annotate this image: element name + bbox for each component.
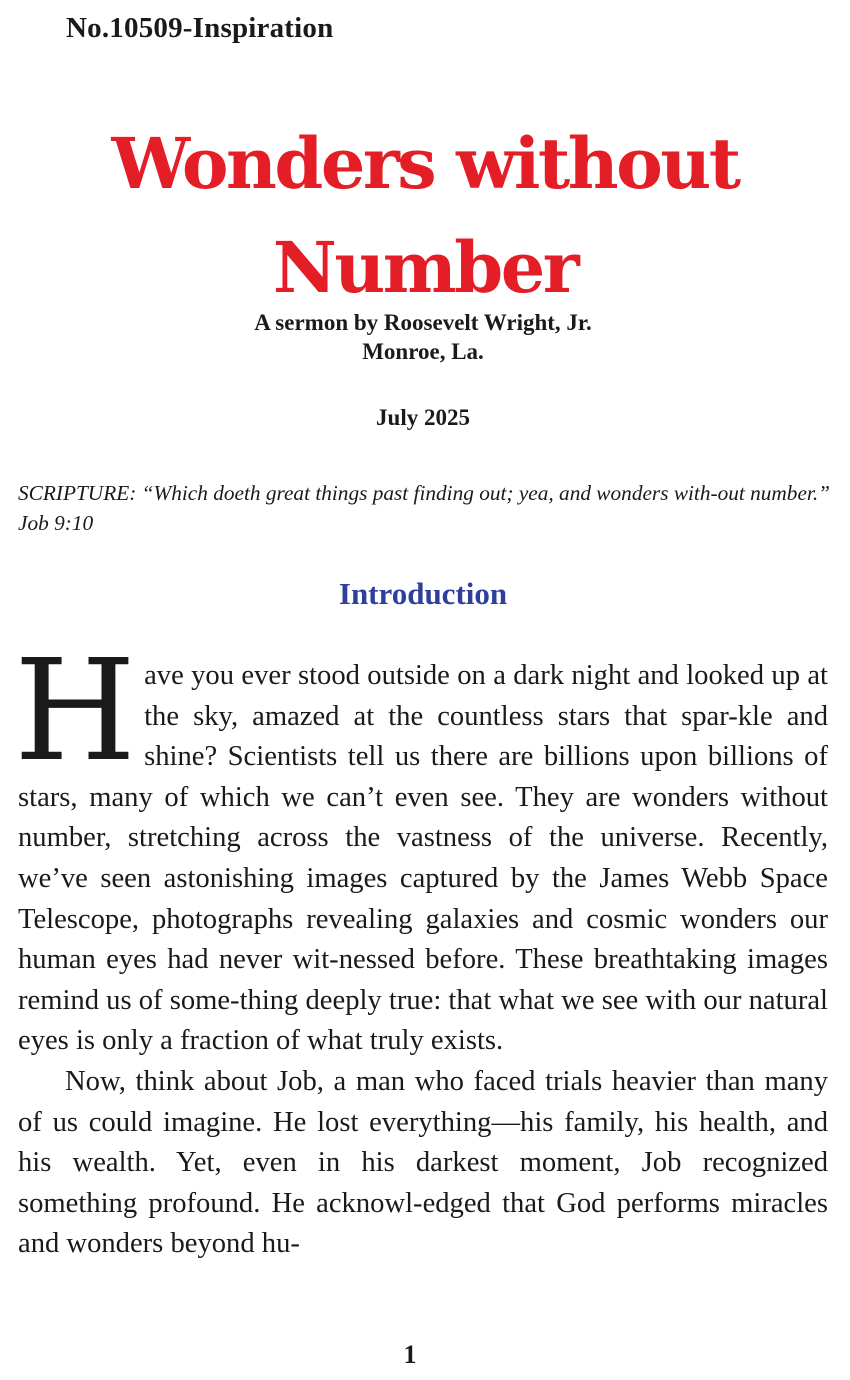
paragraph-1: [14, 630, 828, 1062]
sermon-title: [0, 112, 850, 320]
drop-cap: H: [14, 630, 137, 793]
section-heading: Introduction: [338, 576, 508, 611]
byline: [0, 308, 846, 366]
document-id: No.10509-Inspiration: [66, 12, 334, 44]
title-line-1: Wonders without: [111, 122, 739, 205]
title-line-2: Number: [272, 226, 578, 309]
author-line: A sermon by Roosevelt Wright, Jr.: [254, 310, 592, 335]
body-text: [14, 630, 828, 1265]
paragraph-1-text: ave you ever stood outside on a dark night and looked up at the sky, amazed at the countless stars that spar-kle and shine? Scientists tell us there are billions upon billions of stars, many of which we can’t even see. They are wonders without number, stretching across the vastness of the universe. Recently, we’ve seen astonishing images captured by the James Webb Space Telescope, photographs revealing galaxies and cosmic wonders our human eyes had never wit-nessed before. These breathtaking images remind us of some-thing deeply true: that what we see with our natural eyes is only a fraction of what truly exists.: [18, 660, 828, 1057]
location-line: Monroe, La.: [362, 339, 484, 364]
page-number: 1: [403, 1340, 417, 1369]
scripture-quote: SCRIPTURE: “Which doeth great things past finding out; yea, and wonders with-out number.” Job 9:10: [18, 481, 831, 535]
sermon-date: July 2025: [376, 405, 470, 430]
paragraph-2: Now, think about Job, a man who faced trials heavier than many of us could imagine. He lost everything—his family, his health, and his wealth. Yet, even in his darkest moment, Job recognized something profound. He acknowl-edged that God performs miracles and wonders beyond hu-: [18, 1065, 828, 1260]
